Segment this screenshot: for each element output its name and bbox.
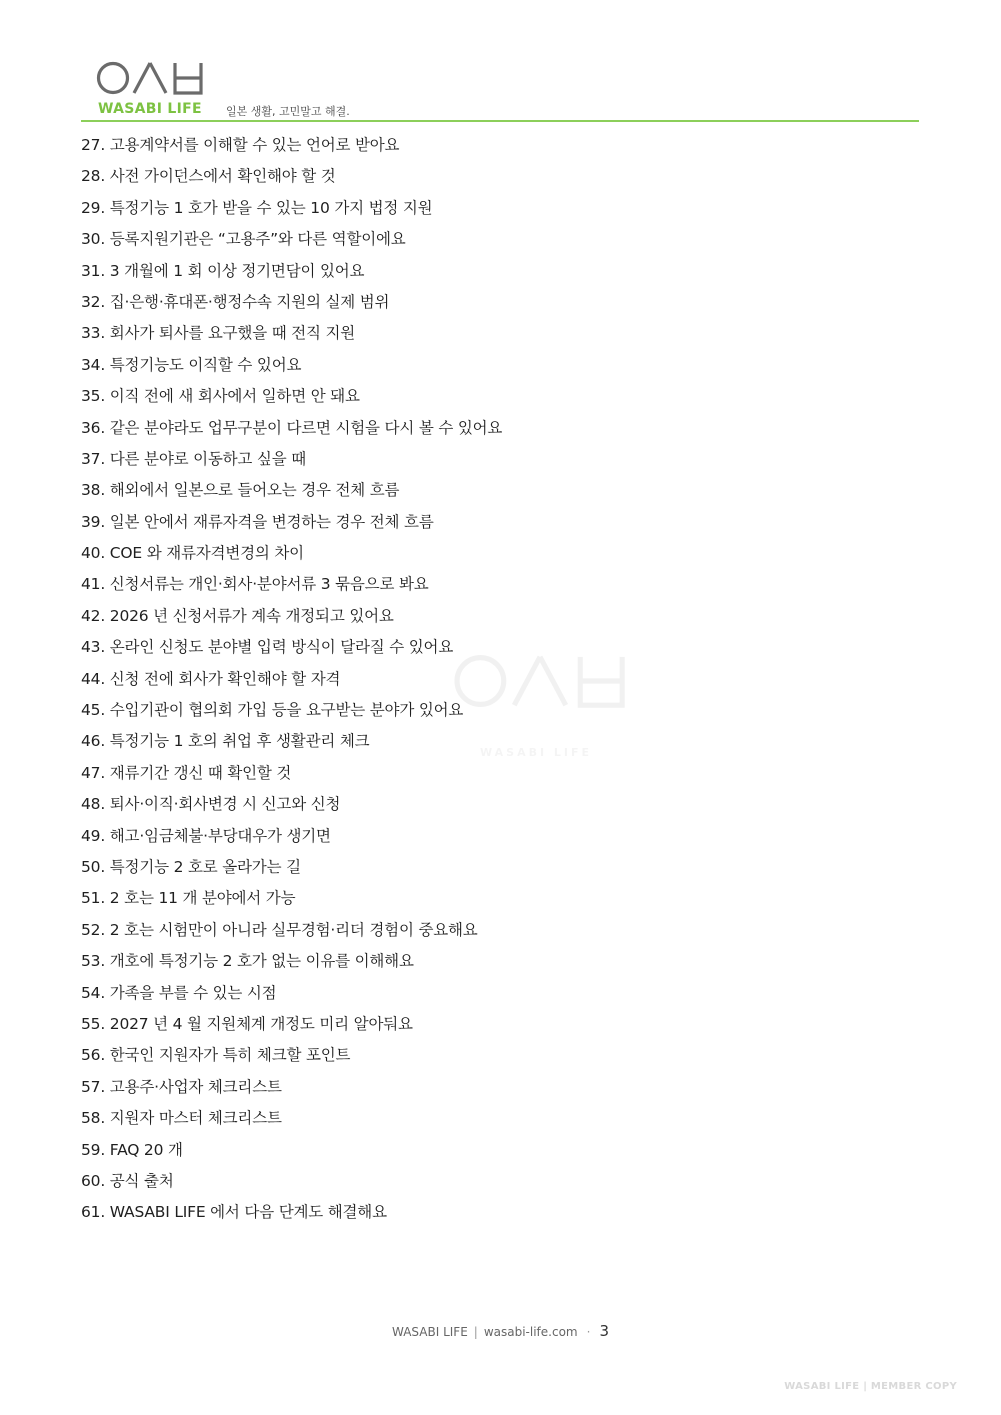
toc-item[interactable]: 31. 3 개월에 1 회 이상 정기면담이 있어요 (81, 261, 365, 280)
toc-item[interactable]: 48. 퇴사·이직·회사변경 시 신고와 신청 (81, 795, 341, 814)
footer-site-link[interactable]: wasabi-life.com (483, 1325, 578, 1339)
toc-item[interactable]: 51. 2 호는 11 개 분야에서 가능 (81, 889, 296, 908)
member-copy-watermark: WASABI LIFE | MEMBER COPY (784, 1381, 957, 1392)
toc-item[interactable]: 46. 특정기능 1 호의 취업 후 생활관리 체크 (81, 732, 370, 751)
page-number: 3 (599, 1322, 609, 1340)
footer-separator: | (473, 1325, 478, 1339)
toc-item[interactable]: 58. 지원자 마스터 체크리스트 (81, 1109, 282, 1128)
toc-item[interactable]: 30. 등록지원기관은 “고용주”와 다른 역할이에요 (81, 230, 406, 249)
toc-item[interactable]: 56. 한국인 지원자가 특히 체크할 포인트 (81, 1046, 351, 1065)
toc-item[interactable]: 35. 이직 전에 새 회사에서 일하면 안 돼요 (81, 387, 360, 406)
toc-item[interactable]: 29. 특정기능 1 호가 받을 수 있는 10 가지 법정 지원 (81, 198, 433, 217)
toc-item[interactable]: 28. 사전 가이던스에서 확인해야 할 것 (81, 167, 336, 186)
toc-item[interactable]: 37. 다른 분야로 이동하고 싶을 때 (81, 449, 306, 468)
toc-item[interactable]: 50. 특정기능 2 호로 올라가는 길 (81, 857, 301, 876)
logo-text: WASABI LIFE (98, 101, 202, 117)
toc-item[interactable]: 53. 개호에 특정기능 2 호가 없는 이유를 이해해요 (81, 952, 414, 971)
toc-item[interactable]: 33. 회사가 퇴사를 요구했을 때 전직 지원 (81, 324, 356, 343)
wasabi-logo-icon (96, 60, 204, 96)
toc-item[interactable]: 54. 가족을 부를 수 있는 시점 (81, 983, 277, 1002)
toc-item[interactable]: 47. 재류기간 갱신 때 확인할 것 (81, 763, 292, 782)
toc-item[interactable]: 45. 수입기관이 협의회 가입 등을 요구받는 분야가 있어요 (81, 701, 464, 720)
footer-brand: WASABI LIFE (392, 1325, 468, 1339)
toc-item[interactable]: 41. 신청서류는 개인·회사·분야서류 3 묶음으로 봐요 (81, 575, 429, 594)
toc-item[interactable]: 44. 신청 전에 회사가 확인해야 할 자격 (81, 669, 341, 688)
toc-item[interactable]: 40. COE 와 재류자격변경의 차이 (81, 544, 304, 563)
toc-item[interactable]: 36. 같은 분야라도 업무구분이 다르면 시험을 다시 볼 수 있어요 (81, 418, 503, 437)
toc-item[interactable]: 49. 해고·임금체불·부당대우가 생기면 (81, 826, 331, 845)
footer-dot: · (586, 1325, 591, 1339)
toc-item[interactable]: 60. 공식 출처 (81, 1171, 174, 1190)
page-header (0, 0, 1001, 125)
page-footer (0, 1322, 1001, 1340)
toc-item[interactable]: 39. 일본 안에서 재류자격을 변경하는 경우 전체 흐름 (81, 512, 434, 531)
toc-item[interactable]: 38. 해외에서 일본으로 들어오는 경우 전체 흐름 (81, 481, 400, 500)
toc-item[interactable]: 43. 온라인 신청도 분야별 입력 방식이 달라질 수 있어요 (81, 638, 454, 657)
toc-item[interactable]: 34. 특정기능도 이직할 수 있어요 (81, 355, 302, 374)
tagline: 일본 생활, 고민말고 해결. (226, 105, 350, 118)
toc-item[interactable]: 27. 고용계약서를 이해할 수 있는 언어로 받아요 (81, 136, 400, 154)
toc-item[interactable]: 52. 2 호는 시험만이 아니라 실무경험·리더 경험이 중요해요 (81, 920, 478, 939)
toc-item[interactable]: 42. 2026 년 신청서류가 계속 개정되고 있어요 (81, 606, 394, 625)
toc-item[interactable]: 59. FAQ 20 개 (81, 1140, 183, 1159)
toc-item[interactable]: 55. 2027 년 4 월 지원체계 개정도 미리 알아둬요 (81, 1014, 413, 1033)
toc-item[interactable]: 61. WASABI LIFE 에서 다음 단계도 해결해요 (81, 1203, 387, 1222)
toc-item[interactable]: 32. 집·은행·휴대폰·행정수속 지원의 실제 범위 (81, 292, 390, 311)
table-of-contents (81, 134, 502, 1233)
header-divider (81, 120, 919, 122)
toc-item[interactable]: 57. 고용주·사업자 체크리스트 (81, 1077, 282, 1096)
